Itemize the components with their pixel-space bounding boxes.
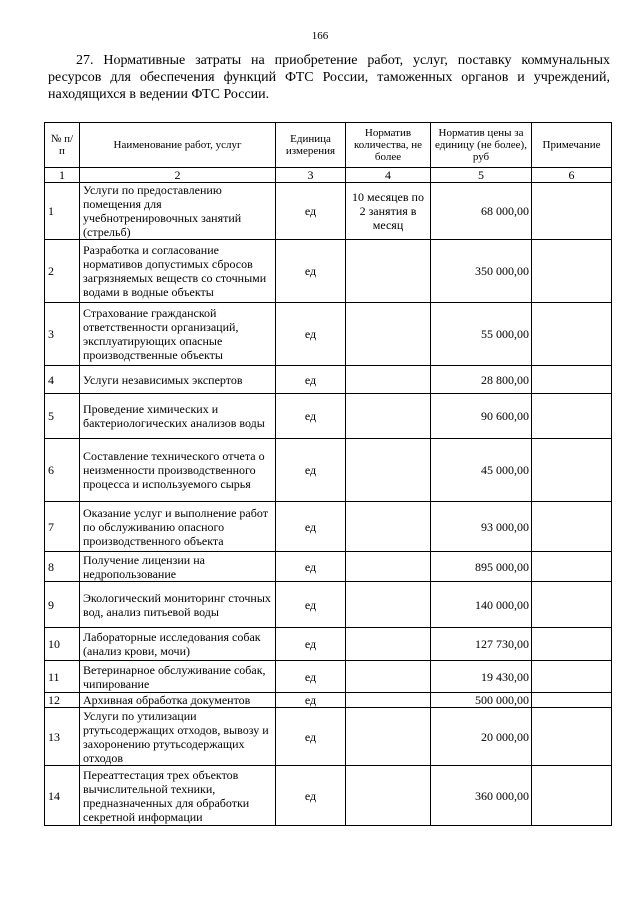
unit-of-measure: ед — [276, 394, 346, 439]
header-note: Примечание — [532, 123, 612, 168]
row-number: 2 — [45, 240, 80, 303]
column-index-row — [45, 168, 612, 183]
row-number: 8 — [45, 552, 80, 582]
note-cell — [532, 582, 612, 628]
table-header-row — [45, 123, 612, 168]
note-cell — [532, 366, 612, 394]
quantity-norm — [346, 693, 431, 708]
row-number: 13 — [45, 708, 80, 766]
price-norm: 19 430,00 — [431, 661, 532, 693]
note-cell — [532, 628, 612, 661]
note-cell — [532, 439, 612, 502]
header-unit: Единица измерения — [276, 123, 346, 168]
row-number: 10 — [45, 628, 80, 661]
section-intro: 27. Нормативные затраты на приобретение работ, услуг, поставку коммунальных ресурсов для обеспечения функций ФТС России, таможенных органов и учреждений, находящихся в ведении ФТС России. — [48, 53, 610, 102]
quantity-norm — [346, 394, 431, 439]
note-cell — [532, 183, 612, 240]
note-cell — [532, 394, 612, 439]
quantity-norm — [346, 303, 431, 366]
quantity-norm — [346, 628, 431, 661]
table-row — [45, 502, 612, 552]
price-norm: 90 600,00 — [431, 394, 532, 439]
row-number: 7 — [45, 502, 80, 552]
service-name: Оказание услуг и выполнение работ по обслуживанию опасного производственного объекта — [80, 502, 276, 552]
price-norm: 28 800,00 — [431, 366, 532, 394]
service-name: Страхование гражданской ответственности организаций, эксплуатирующих опасные производственные объекты — [80, 303, 276, 366]
row-number: 5 — [45, 394, 80, 439]
row-number: 12 — [45, 693, 80, 708]
service-name: Составление технического отчета о неизменности производственного процесса и используемого сырья — [80, 439, 276, 502]
price-norm: 500 000,00 — [431, 693, 532, 708]
table-row — [45, 582, 612, 628]
quantity-norm — [346, 240, 431, 303]
note-cell — [532, 661, 612, 693]
row-number: 4 — [45, 366, 80, 394]
table-row — [45, 693, 612, 708]
price-norm: 360 000,00 — [431, 766, 532, 826]
service-name: Архивная обработка документов — [80, 693, 276, 708]
table-row — [45, 552, 612, 582]
unit-of-measure: ед — [276, 628, 346, 661]
unit-of-measure: ед — [276, 303, 346, 366]
price-norm: 68 000,00 — [431, 183, 532, 240]
quantity-norm — [346, 366, 431, 394]
note-cell — [532, 708, 612, 766]
price-norm: 55 000,00 — [431, 303, 532, 366]
quantity-norm — [346, 766, 431, 826]
table-row — [45, 766, 612, 826]
note-cell — [532, 693, 612, 708]
quantity-norm: 10 месяцев по 2 занятия в месяц — [346, 183, 431, 240]
table-row — [45, 240, 612, 303]
row-number: 14 — [45, 766, 80, 826]
service-name: Услуги по предоставлению помещения для учебнотренировочных занятий (стрельб) — [80, 183, 276, 240]
unit-of-measure: ед — [276, 439, 346, 502]
unit-of-measure: ед — [276, 552, 346, 582]
price-norm: 93 000,00 — [431, 502, 532, 552]
norms-table — [44, 122, 612, 826]
service-name: Услуги по утилизации ртутьсодержащих отходов, вывозу и захоронению ртутьсодержащих отходов — [80, 708, 276, 766]
unit-of-measure: ед — [276, 240, 346, 303]
quantity-norm — [346, 502, 431, 552]
column-index: 3 — [276, 168, 346, 183]
row-number: 9 — [45, 582, 80, 628]
column-index: 6 — [532, 168, 612, 183]
service-name: Переаттестация трех объектов вычислительной техники, предназначенных для обработки секретной информации — [80, 766, 276, 826]
header-price: Норматив цены за единицу (не более), руб — [431, 123, 532, 168]
service-name: Получение лицензии на недропользование — [80, 552, 276, 582]
unit-of-measure: ед — [276, 183, 346, 240]
column-index: 2 — [80, 168, 276, 183]
note-cell — [532, 766, 612, 826]
column-index: 4 — [346, 168, 431, 183]
table-row — [45, 439, 612, 502]
note-cell — [532, 502, 612, 552]
table-row — [45, 394, 612, 439]
header-num: № п/п — [45, 123, 80, 168]
table-row — [45, 661, 612, 693]
column-index: 1 — [45, 168, 80, 183]
row-number: 3 — [45, 303, 80, 366]
service-name: Ветеринарное обслуживание собак, чипирование — [80, 661, 276, 693]
service-name: Разработка и согласование нормативов допустимых сбросов загрязняемых веществ со сточными водами в водные объекты — [80, 240, 276, 303]
service-name: Проведение химических и бактериологических анализов воды — [80, 394, 276, 439]
note-cell — [532, 240, 612, 303]
service-name: Лабораторные исследования собак (анализ крови, мочи) — [80, 628, 276, 661]
service-name: Экологический мониторинг сточных вод, анализ питьевой воды — [80, 582, 276, 628]
price-norm: 350 000,00 — [431, 240, 532, 303]
price-norm: 45 000,00 — [431, 439, 532, 502]
table-row — [45, 628, 612, 661]
price-norm: 20 000,00 — [431, 708, 532, 766]
row-number: 1 — [45, 183, 80, 240]
row-number: 11 — [45, 661, 80, 693]
unit-of-measure: ед — [276, 502, 346, 552]
table-row — [45, 303, 612, 366]
price-norm: 140 000,00 — [431, 582, 532, 628]
unit-of-measure: ед — [276, 366, 346, 394]
unit-of-measure: ед — [276, 708, 346, 766]
table-row — [45, 708, 612, 766]
quantity-norm — [346, 552, 431, 582]
row-number: 6 — [45, 439, 80, 502]
price-norm: 127 730,00 — [431, 628, 532, 661]
header-name: Наименование работ, услуг — [80, 123, 276, 168]
service-name: Услуги независимых экспертов — [80, 366, 276, 394]
quantity-norm — [346, 582, 431, 628]
unit-of-measure: ед — [276, 582, 346, 628]
table-row — [45, 183, 612, 240]
price-norm: 895 000,00 — [431, 552, 532, 582]
table-row — [45, 366, 612, 394]
unit-of-measure: ед — [276, 766, 346, 826]
note-cell — [532, 303, 612, 366]
column-index: 5 — [431, 168, 532, 183]
page-number: 166 — [311, 30, 329, 42]
note-cell — [532, 552, 612, 582]
quantity-norm — [346, 439, 431, 502]
header-qty: Норматив количества, не более — [346, 123, 431, 168]
unit-of-measure: ед — [276, 693, 346, 708]
unit-of-measure: ед — [276, 661, 346, 693]
quantity-norm — [346, 661, 431, 693]
quantity-norm — [346, 708, 431, 766]
